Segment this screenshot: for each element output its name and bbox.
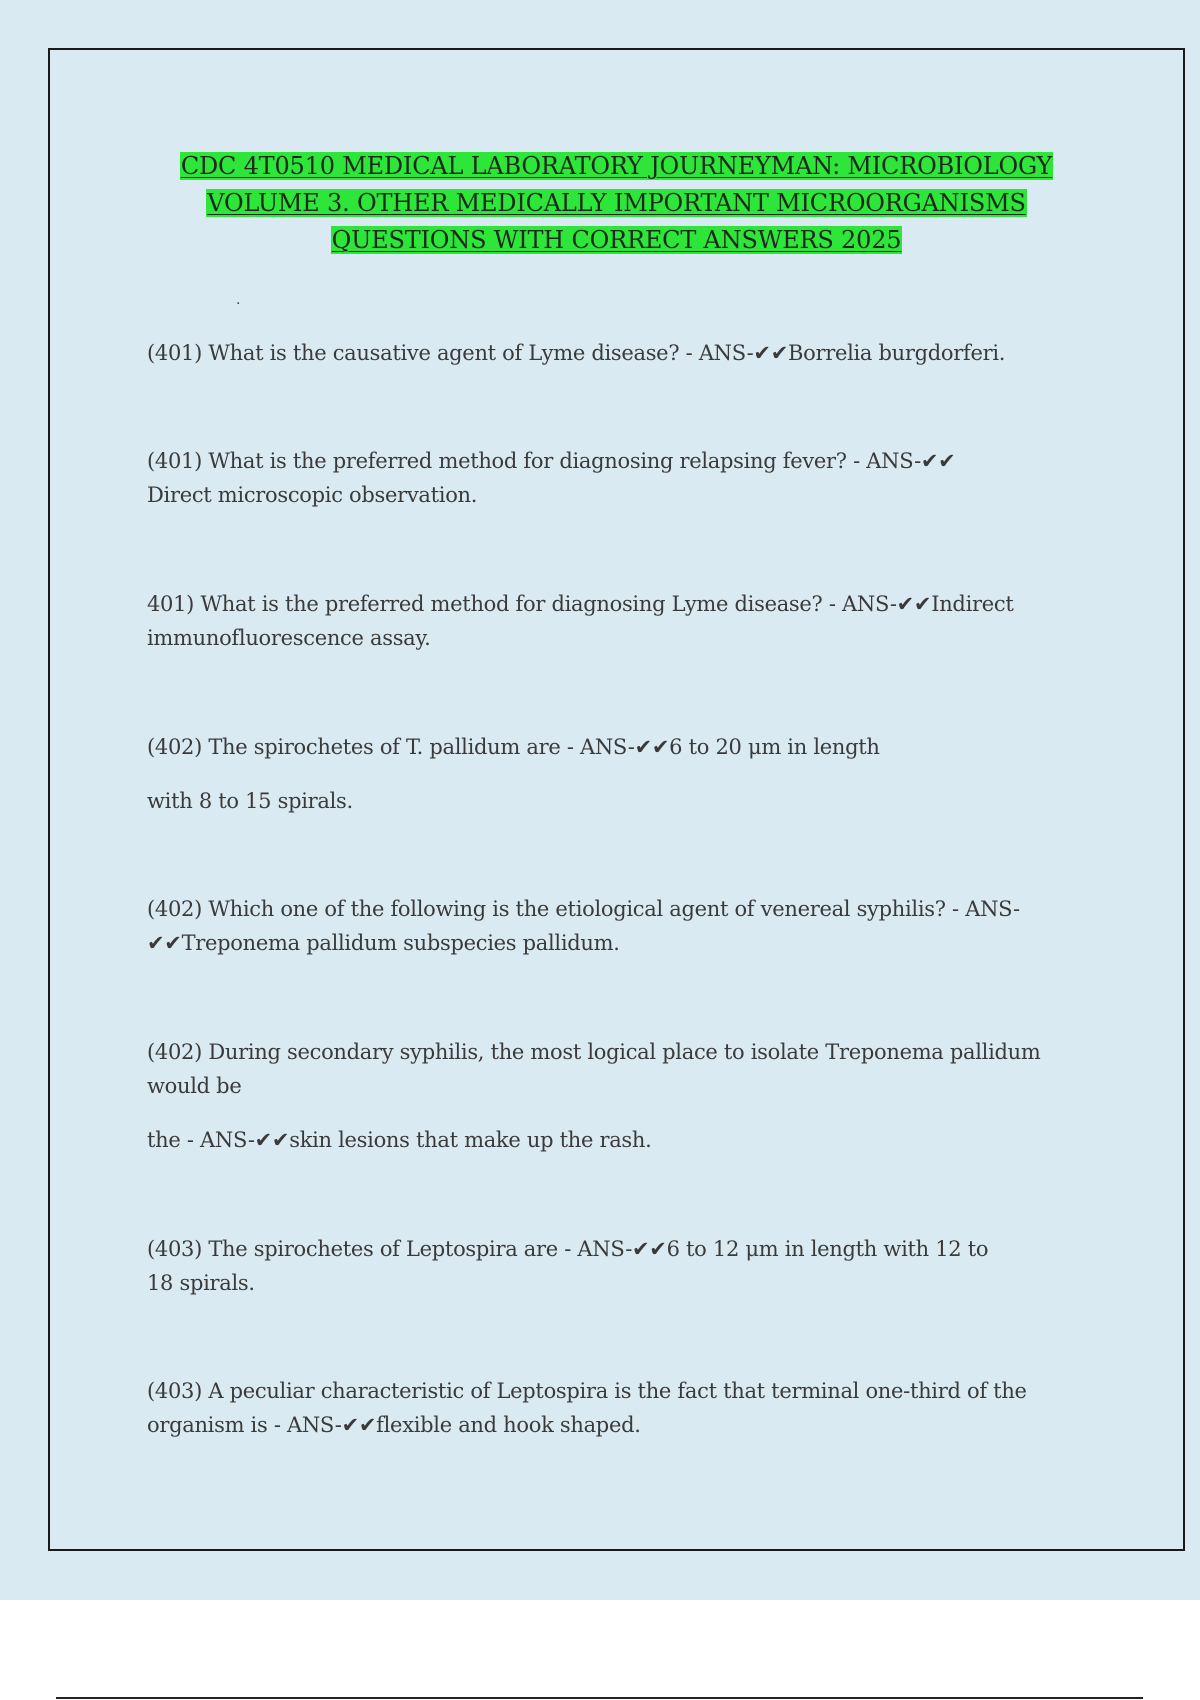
title-line-3: QUESTIONS WITH CORRECT ANSWERS 2025 xyxy=(331,226,902,254)
qa-line: 401) What is the preferred method for diagnosing Lyme disease? - ANS-✔✔Indirect xyxy=(147,592,1014,616)
qa-line: the - ANS-✔✔skin lesions that make up the rash. xyxy=(147,1128,652,1152)
qa-item-7 xyxy=(147,1232,1137,1300)
qa-line: (401) What is the causative agent of Lyme disease? - ANS-✔✔Borrelia burgdorferi. xyxy=(147,341,1006,365)
footer-rule xyxy=(56,1697,1143,1699)
qa-line: (401) What is the preferred method for diagnosing relapsing fever? - ANS-✔✔ xyxy=(147,449,956,473)
qa-line: (403) A peculiar characteristic of Leptospira is the fact that terminal one-third of the xyxy=(147,1379,1027,1403)
qa-item-6 xyxy=(147,1035,1137,1157)
qa-line: (402) The spirochetes of T. pallidum are - ANS-✔✔6 to 20 μm in length xyxy=(147,735,880,759)
qa-line: organism is - ANS-✔✔flexible and hook shaped. xyxy=(147,1413,641,1437)
qa-item-8 xyxy=(147,1374,1137,1442)
qa-line: Direct microscopic observation. xyxy=(147,483,478,507)
qa-item-1 xyxy=(147,336,1137,370)
qa-line: (403) The spirochetes of Leptospira are - ANS-✔✔6 to 12 μm in length with 12 to xyxy=(147,1237,989,1261)
qa-line: would be xyxy=(147,1074,242,1098)
document-frame xyxy=(48,48,1185,1551)
qa-line: (402) Which one of the following is the etiological agent of venereal syphilis? - ANS- xyxy=(147,897,1020,921)
qa-item-3 xyxy=(147,587,1137,655)
qa-item-2 xyxy=(147,444,1137,512)
qa-item-5 xyxy=(147,892,1137,960)
qa-line: ✔✔Treponema pallidum subspecies pallidum. xyxy=(147,931,620,955)
qa-line: (402) During secondary syphilis, the most logical place to isolate Treponema pallidum xyxy=(147,1040,1041,1064)
stray-mark: . xyxy=(236,292,241,308)
document-title xyxy=(50,148,1183,259)
title-line-1: CDC 4T0510 MEDICAL LABORATORY JOURNEYMAN: MICROBIOLOGY xyxy=(180,152,1053,180)
qa-line: immunofluorescence assay. xyxy=(147,626,431,650)
qa-line: 18 spirals. xyxy=(147,1271,255,1295)
title-line-2: VOLUME 3. OTHER MEDICALLY IMPORTANT MICROORGANISMS xyxy=(207,189,1026,217)
qa-line: with 8 to 15 spirals. xyxy=(147,789,353,813)
qa-item-4 xyxy=(147,730,1137,818)
